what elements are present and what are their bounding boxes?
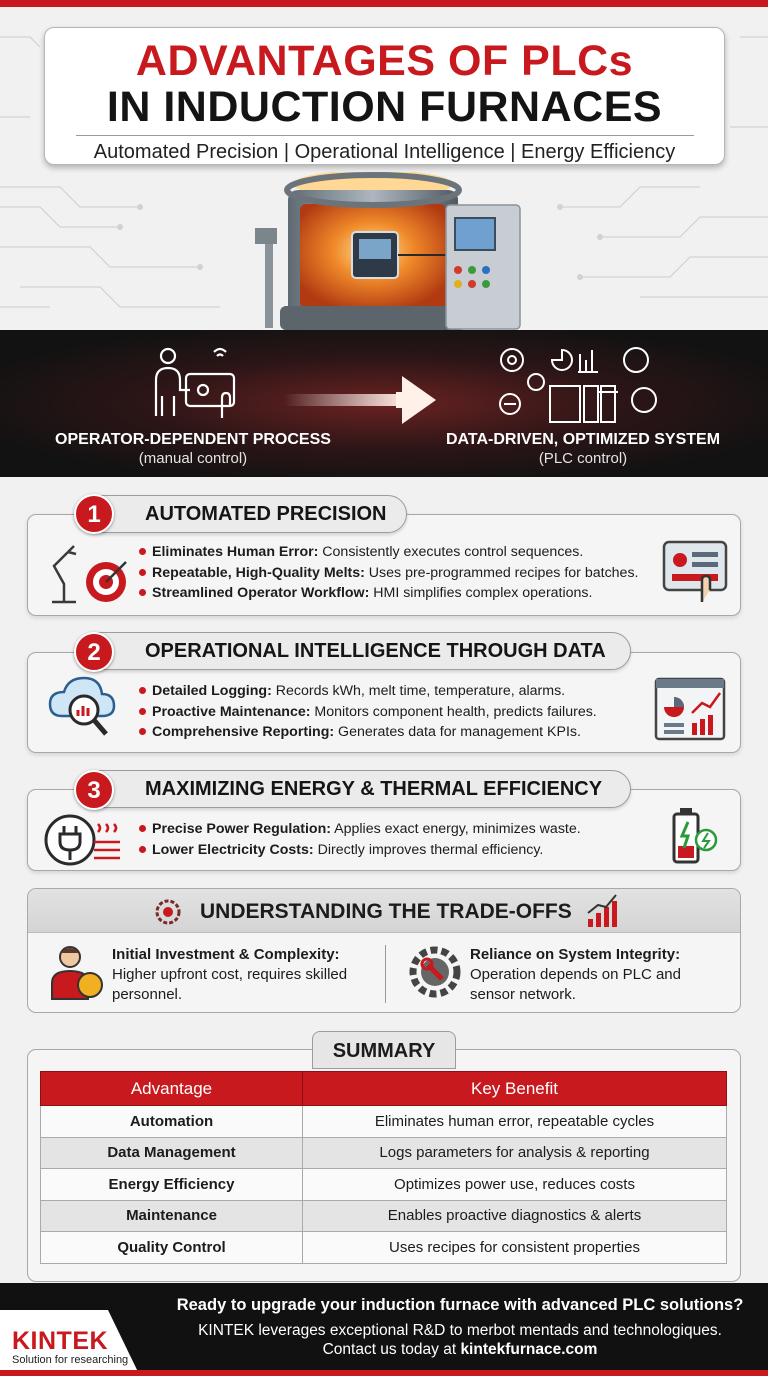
growth-chart-icon — [584, 893, 620, 929]
tradeoff-right-text — [470, 945, 730, 1005]
table-cell: Logs parameters for analysis & reporting — [303, 1137, 727, 1169]
title-box — [44, 27, 725, 165]
optimized-system-label — [418, 430, 748, 468]
gear-wrench-icon — [406, 943, 464, 1001]
title-line-1: ADVANTAGES OF PLCs — [135, 37, 634, 85]
battery-energy-icon — [670, 806, 718, 864]
section-1-number: 1 — [74, 494, 114, 534]
subtitle: Automated Precision | Operational Intelligence | Energy Efficiency — [93, 141, 676, 163]
section-3-bullets — [137, 819, 581, 860]
furnace-illustration — [0, 172, 768, 332]
left-sub: (manual control) — [138, 450, 248, 467]
section-3-title: MAXIMIZING ENERGY & THERMAL EFFICIENCY — [145, 778, 603, 800]
section-1-title: AUTOMATED PRECISION — [145, 503, 387, 525]
tradeoff-right-desc: Operation depends on PLC and sensor network. — [470, 966, 681, 1003]
left-title: OPERATOR-DEPENDENT PROCESS — [55, 431, 331, 448]
title-line-2: IN INDUCTION FURNACES — [106, 83, 663, 131]
robot-arm-target-icon — [42, 542, 132, 608]
tradeoff-left-desc: Higher upfront cost, requires skilled personnel. — [112, 966, 348, 1003]
tradeoff-left-text — [112, 945, 377, 1005]
hmi-touch-panel-icon — [662, 540, 728, 606]
table-cell: Eliminates human error, repeatable cycles — [303, 1106, 727, 1138]
table-row — [41, 1200, 727, 1232]
footer-accent-bar — [0, 1370, 768, 1376]
summary-table — [40, 1071, 727, 1264]
column-header-key-benefit: Key Benefit — [303, 1072, 727, 1106]
section-2-pill — [82, 632, 631, 670]
list-item: Comprehensive Reporting: Generates data for management KPIs. — [137, 722, 597, 743]
table-row — [41, 1232, 727, 1264]
table-cell: Quality Control — [41, 1232, 303, 1264]
list-item: Lower Electricity Costs: Directly improves thermal efficiency. — [137, 840, 581, 861]
section-2-title: OPERATIONAL INTELLIGENCE THROUGH DATA — [145, 640, 606, 662]
tradeoff-right-term: Reliance on System Integrity: — [470, 946, 681, 963]
table-row — [41, 1137, 727, 1169]
section-2-number: 2 — [74, 632, 114, 672]
right-title: DATA-DRIVEN, OPTIMIZED SYSTEM — [445, 431, 721, 448]
tradeoffs-title: UNDERSTANDING THE TRADE-OFFS — [200, 900, 572, 923]
table-cell: Uses recipes for consistent properties — [303, 1232, 727, 1264]
table-cell: Optimizes power use, reduces costs — [303, 1169, 727, 1201]
list-item: Eliminates Human Error: Consistently executes control sequences. — [137, 542, 638, 563]
tradeoffs-card — [27, 888, 741, 1013]
section-1-pill — [82, 495, 407, 533]
table-cell: Maintenance — [41, 1200, 303, 1232]
tradeoff-left-term: Initial Investment & Complexity: — [112, 946, 340, 963]
investor-person-icon — [48, 943, 106, 1001]
footer-line-2: KINTEK leverages exceptional R&D to merbot mentads and technologiques. — [198, 1322, 722, 1339]
table-row — [41, 1169, 727, 1201]
section-3-pill — [82, 770, 631, 808]
list-item: Proactive Maintenance: Monitors component health, predicts failures. — [137, 702, 597, 723]
footer-cta: Ready to upgrade your induction furnace with advanced PLC solutions? — [176, 1296, 744, 1314]
logo-tagline: Solution for researching — [12, 1354, 129, 1366]
section-3-number: 3 — [74, 770, 114, 810]
transition-arrow-icon — [284, 370, 444, 430]
title-divider — [76, 135, 694, 136]
list-item: Streamlined Operator Workflow: HMI simplifies complex operations. — [137, 583, 638, 604]
cloud-analytics-icon — [48, 672, 122, 744]
table-cell: Enables proactive diagnostics & alerts — [303, 1200, 727, 1232]
tradeoff-divider — [385, 945, 386, 1003]
summary-title: SUMMARY — [312, 1031, 456, 1069]
table-header-row — [41, 1072, 727, 1106]
dashboard-chart-icon — [654, 677, 726, 741]
table-cell: Automation — [41, 1106, 303, 1138]
column-header-advantage: Advantage — [41, 1072, 303, 1106]
section-2-bullets — [137, 681, 597, 743]
power-plug-heat-icon — [44, 812, 124, 868]
balance-gear-icon — [152, 897, 184, 927]
operator-hand-icon — [148, 346, 238, 420]
table-cell: Data Management — [41, 1137, 303, 1169]
top-accent-bar — [0, 0, 768, 7]
section-1-bullets — [137, 542, 638, 604]
contact-prefix: Contact us today at — [322, 1341, 461, 1358]
table-row — [41, 1106, 727, 1138]
operator-process-label — [40, 430, 346, 468]
table-cell: Energy Efficiency — [41, 1169, 303, 1201]
footer-contact — [160, 1341, 760, 1359]
contact-link[interactable]: kintekfurnace.com — [460, 1341, 598, 1358]
list-item: Detailed Logging: Records kWh, melt time, temperature, alarms. — [137, 681, 597, 702]
list-item: Repeatable, High-Quality Melts: Uses pre-programmed recipes for batches. — [137, 563, 638, 584]
list-item: Precise Power Regulation: Applies exact energy, minimizes waste. — [137, 819, 581, 840]
transition-band — [0, 330, 768, 477]
right-sub: (PLC control) — [538, 450, 628, 467]
data-system-icon — [494, 342, 664, 426]
kintek-logo: KINTEK — [12, 1327, 109, 1355]
